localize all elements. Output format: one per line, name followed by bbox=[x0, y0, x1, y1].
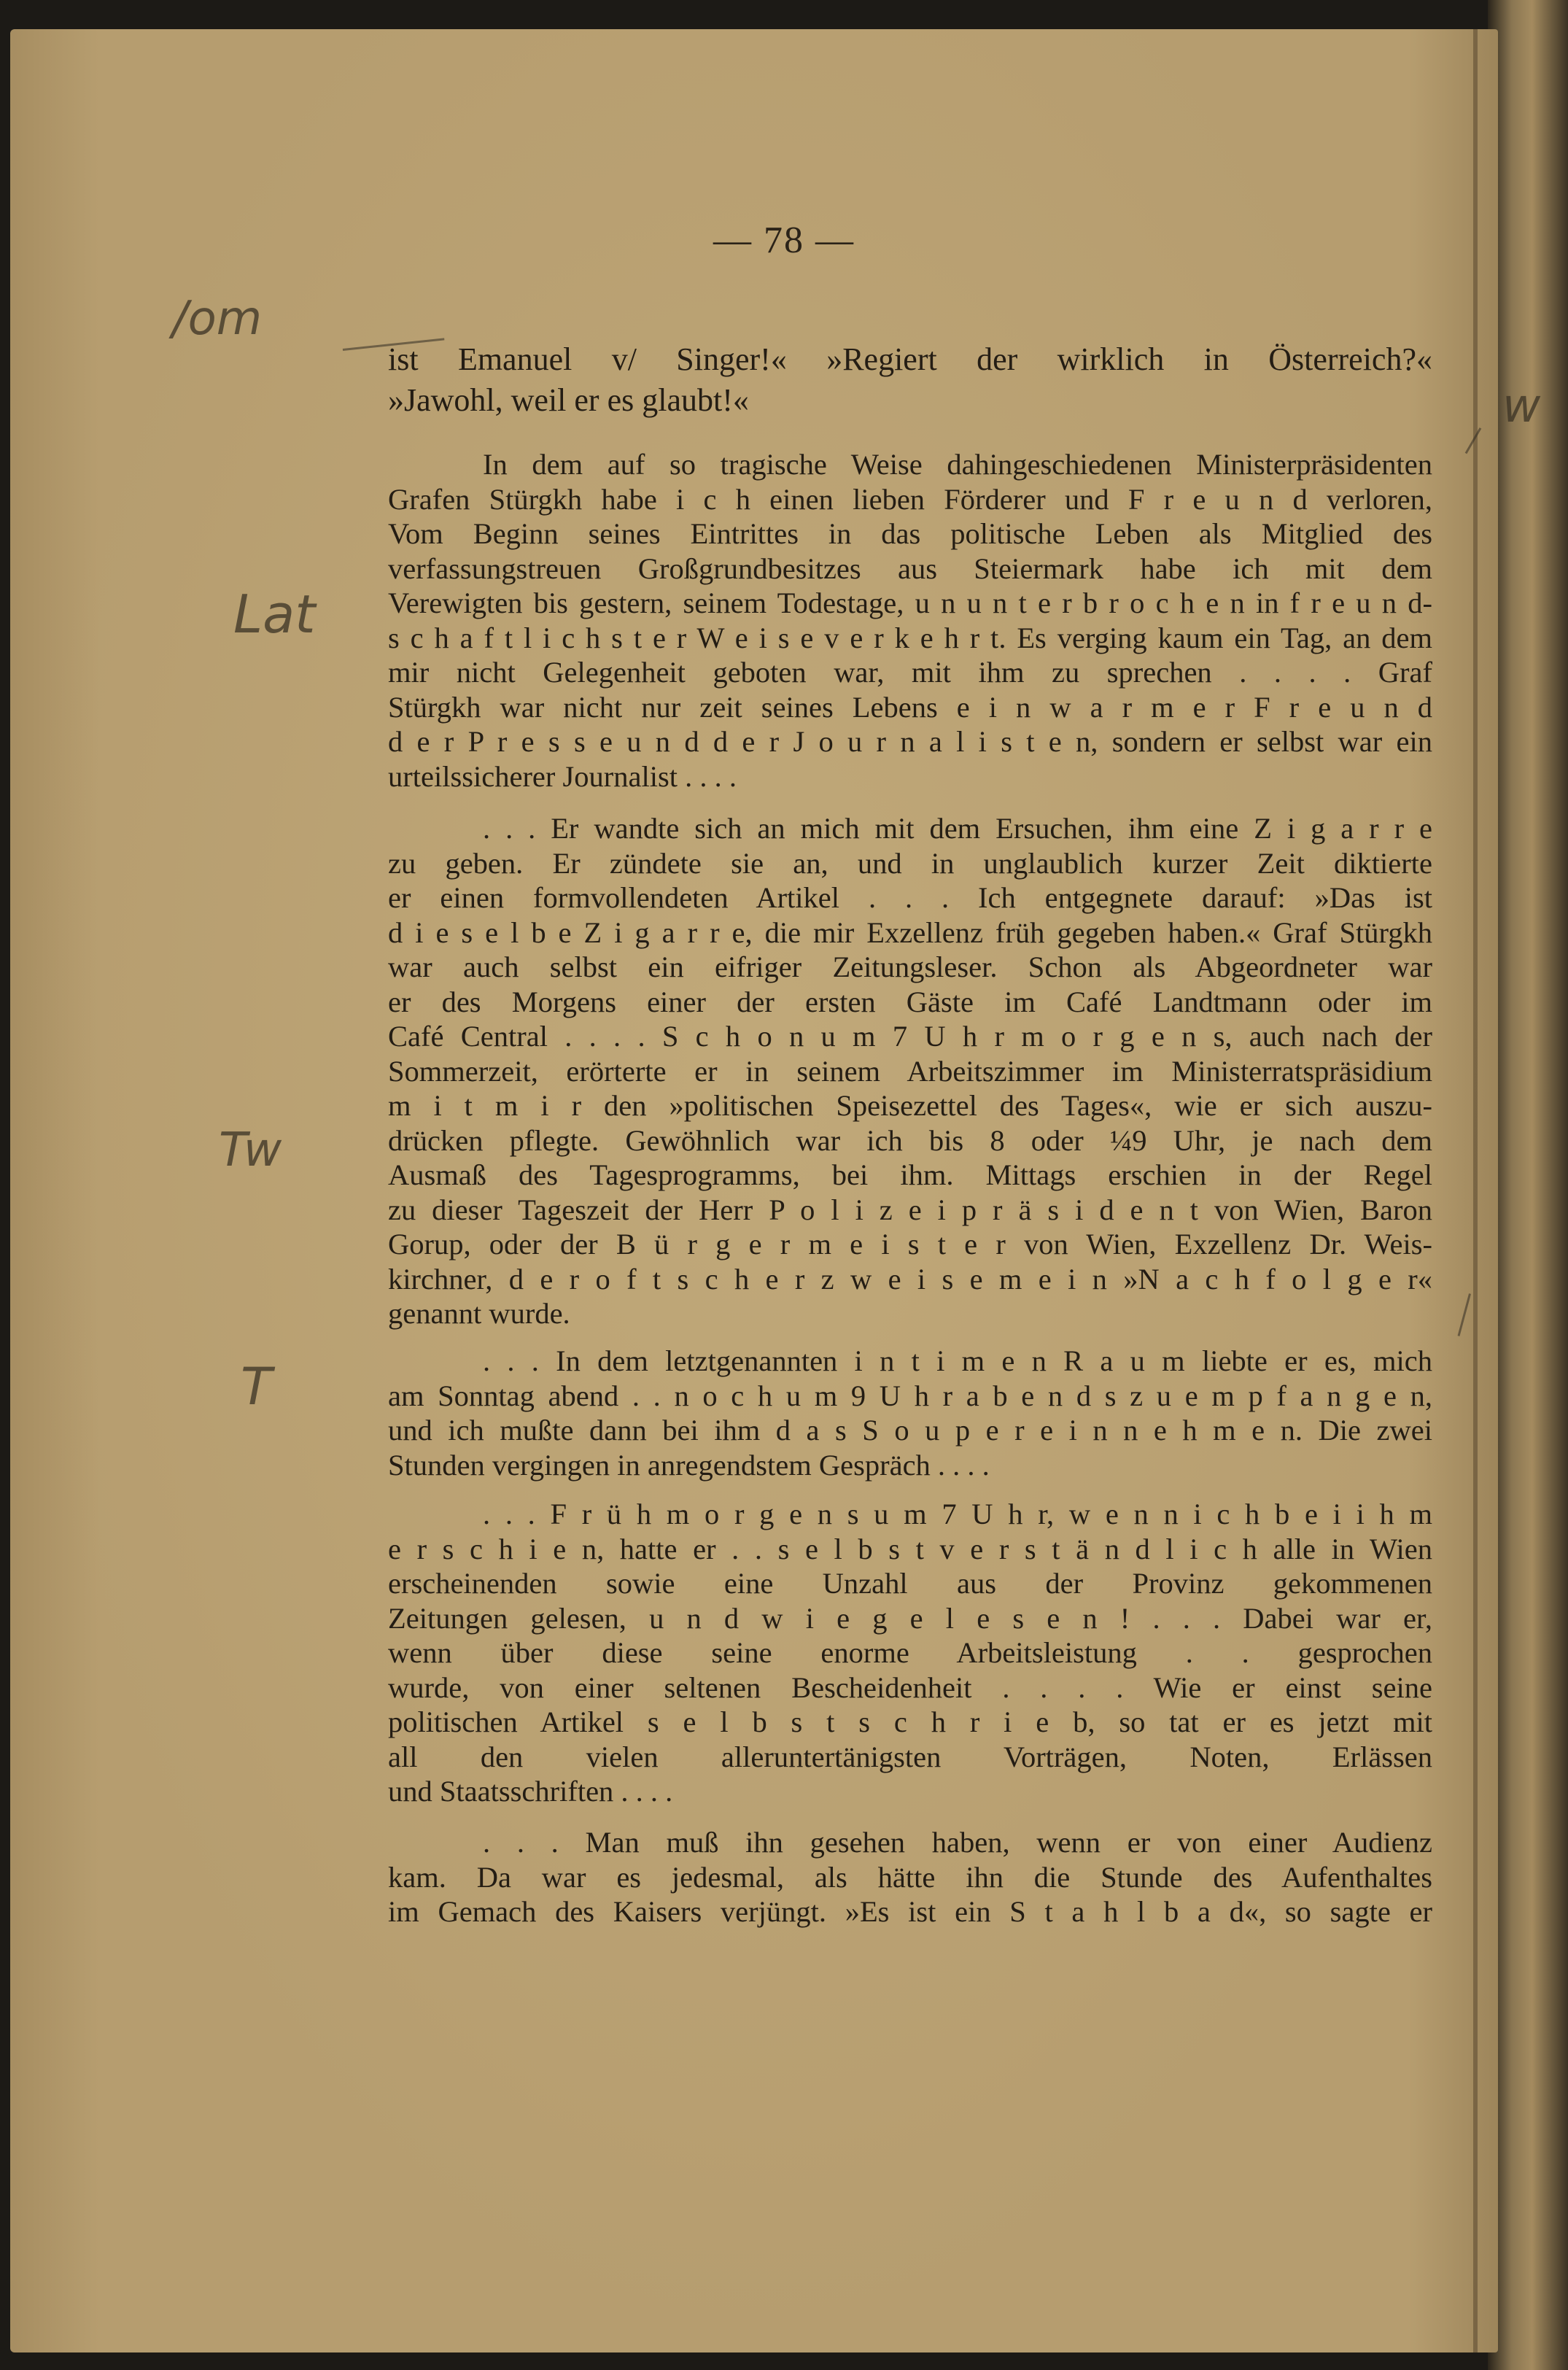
text-line: wurde, von einer seltenen Bescheidenheit . . . . Wie er einst seine bbox=[388, 1670, 1432, 1704]
text-line: d i e s e l b e Z i g a r r e, die mir Exzellenz früh gegeben haben.« Graf Stürgkh bbox=[388, 915, 1432, 949]
text-line: Verewigten bis gestern, seinem Todestage, u n u n t e r b r o c h e n in f r e u n d- bbox=[388, 586, 1432, 619]
text-line: wenn über diese seine enorme Arbeitsleistung . . gesprochen bbox=[388, 1636, 1432, 1669]
text-line: Zeitungen gelesen, u n d w i e g e l e s e n ! . . . Dabei war er, bbox=[388, 1601, 1432, 1635]
text-line: In dem auf so tragische Weise dahingeschiedenen Ministerpräsidenten bbox=[483, 448, 1432, 481]
text-line: s c h a f t l i c h s t e r W e i s e v e r k e h r t. Es verging kaum ein Tag, an dem bbox=[388, 621, 1432, 654]
text-line: mir nicht Gelegenheit geboten war, mit ihm zu sprechen . . . . Graf bbox=[388, 656, 1432, 689]
text-line: politischen Artikel s e l b s t s c h r i e b, so tat er es jetzt mit bbox=[388, 1705, 1432, 1738]
text-line: Vom Beginn seines Eintrittes in das politische Leben als Mitglied des bbox=[388, 517, 1432, 550]
text-line: und ich mußte dann bei ihm d a s S o u p e r e i n n e h m e n. Die zwei bbox=[388, 1414, 1432, 1447]
opening-text bbox=[388, 339, 1432, 421]
margin-note-lat: Lat bbox=[233, 584, 316, 645]
text-line: . . . In dem letztgenannten i n t i m e n R a u m liebte er es, mich bbox=[483, 1344, 1432, 1377]
text-line: genannt wurde. bbox=[388, 1297, 570, 1330]
page-gutter-shadow bbox=[1473, 29, 1478, 2352]
text-line: Sommerzeit, erörterte er in seinem Arbeitszimmer im Ministerratspräsidium bbox=[388, 1054, 1432, 1088]
paragraph-4 bbox=[388, 1497, 1432, 1809]
text-line: im Gemach des Kaisers verjüngt. »Es ist ein S t a h l b a d«, so sagte er bbox=[388, 1895, 1432, 1928]
text-line: »Jawohl, weil er es glaubt!« bbox=[388, 382, 749, 418]
text-line: kam. Da war es jedesmal, als hätte ihn die Stunde des Aufenthaltes bbox=[388, 1860, 1432, 1894]
text-line: Grafen Stürgkh habe i c h einen lieben Förderer und F r e u n d verloren, bbox=[388, 482, 1432, 516]
text-line: Ausmaß des Tagesprogramms, bei ihm. Mittags erschien in der Regel bbox=[388, 1158, 1432, 1191]
text-line: erscheinenden sowie eine Unzahl aus der Provinz gekommenen bbox=[388, 1567, 1432, 1600]
text-line: . . . Er wandte sich an mich mit dem Ersuchen, ihm eine Z i g a r r e bbox=[483, 812, 1432, 845]
text-line: Stunden vergingen in anregendstem Gespräch . . . . bbox=[388, 1448, 990, 1482]
text-line: Gorup, oder der B ü r g e r m e i s t e r von Wien, Exzellenz Dr. Weis- bbox=[388, 1228, 1432, 1260]
text-line: am Sonntag abend . . n o c h u m 9 U h r a b e n d s z u e m p f a n g e n, bbox=[388, 1379, 1432, 1412]
paragraph-3 bbox=[388, 1344, 1432, 1482]
text-line: er des Morgens einer der ersten Gäste im Café Landtmann oder im bbox=[388, 985, 1432, 1018]
margin-note-tw: Tw bbox=[219, 1123, 282, 1177]
text-line: Café Central . . . . S c h o n u m 7 U h r m o r g e n s, auch nach der bbox=[388, 1020, 1432, 1053]
book-edge-backdrop bbox=[1488, 0, 1568, 2370]
page-number: — 78 — bbox=[713, 220, 855, 261]
text-line: und Staatsschriften . . . . bbox=[388, 1775, 673, 1808]
text-line: zu dieser Tageszeit der Herr P o l i z e i p r ä s i d e n t von Wien, Baron bbox=[388, 1193, 1432, 1226]
text-line: . . . Man muß ihn gesehen haben, wenn er von einer Audienz bbox=[483, 1826, 1432, 1859]
text-line: war auch selbst ein eifriger Zeitungsleser. Schon als Abgeordneter war bbox=[388, 950, 1432, 983]
paragraph-5 bbox=[388, 1825, 1432, 1929]
text-line: drücken pflegte. Gewöhnlich war ich bis 8 oder ¼9 Uhr, je nach dem bbox=[388, 1123, 1432, 1157]
text-line: verfassungstreuen Großgrundbesitzes aus Steiermark habe ich mit dem bbox=[388, 551, 1432, 585]
text-line: er einen formvollendeten Artikel . . . Ich entgegnete darauf: »Das ist bbox=[388, 881, 1432, 914]
margin-note-right: w bbox=[1502, 379, 1541, 433]
text-line: zu geben. Er zündete sie an, und in unglaublich kurzer Zeit diktierte bbox=[388, 846, 1432, 880]
text-line: urteilssicherer Journalist . . . . bbox=[388, 759, 737, 793]
text-line: . . . F r ü h m o r g e n s u m 7 U h r, w e n n i c h b e i i h m bbox=[483, 1498, 1432, 1530]
margin-note-top: /om bbox=[172, 292, 263, 346]
text-line: m i t m i r den »politischen Speisezettel des Tages«, wie er sich auszu- bbox=[388, 1089, 1432, 1122]
text-line: all den vielen alleruntertänigsten Vorträgen, Noten, Erlässen bbox=[388, 1740, 1432, 1773]
paragraph-2 bbox=[388, 811, 1432, 1331]
text-line: Stürgkh war nicht nur zeit seines Lebens e i n w a r m e r F r e u n d bbox=[388, 690, 1432, 724]
margin-note-t: T bbox=[241, 1357, 272, 1417]
text-line: e r s c h i e n, hatte er . . s e l b s t v e r s t ä n d l i c h alle in Wien bbox=[388, 1532, 1432, 1565]
paragraph-1 bbox=[388, 447, 1432, 794]
text-line: kirchner, d e r o f t s c h e r z w e i s e m e i n »N a c h f o l g e r« bbox=[388, 1262, 1432, 1296]
text-line: d e r P r e s s e u n d d e r J o u r n a l i s t e n, sondern er selbst war ein bbox=[388, 725, 1432, 758]
text-line: ist Emanuel v/ Singer!« »Regiert der wirklich in Österreich?« bbox=[388, 341, 1432, 377]
